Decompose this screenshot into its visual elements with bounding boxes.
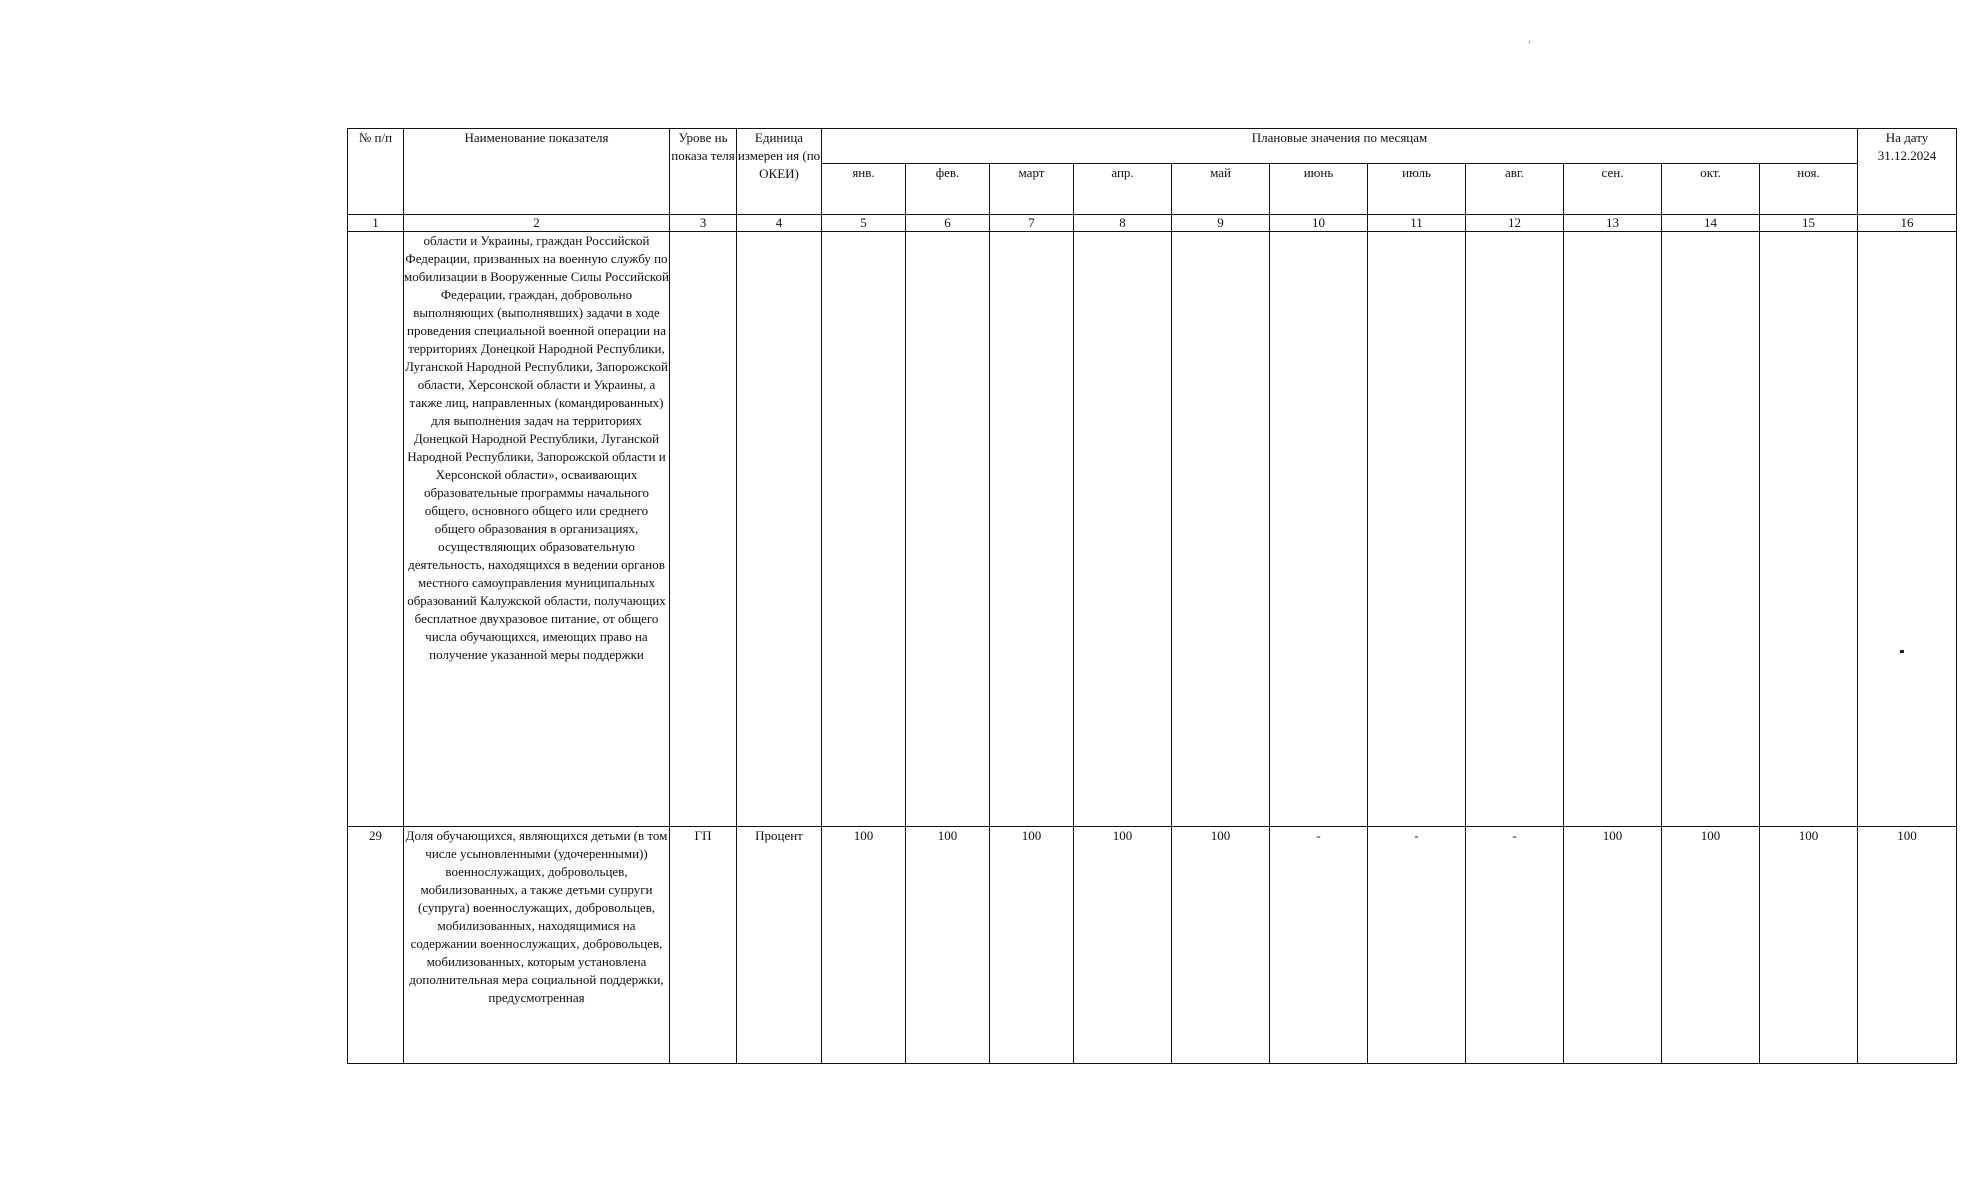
cell-month-value: 100 xyxy=(1662,827,1760,1064)
cell-final-value: 100 xyxy=(1858,827,1957,1064)
cell-month-value: 100 xyxy=(1564,827,1662,1064)
cell-month xyxy=(1270,232,1368,827)
column-number: 12 xyxy=(1466,215,1564,232)
corner-mark: ‘ xyxy=(1528,39,1531,49)
column-number: 7 xyxy=(990,215,1074,232)
column-number: 2 xyxy=(404,215,670,232)
cell-unit: Процент xyxy=(737,827,822,1064)
cell-month xyxy=(822,232,906,827)
cell-month-value: 100 xyxy=(906,827,990,1064)
column-number: 3 xyxy=(670,215,737,232)
column-number: 9 xyxy=(1172,215,1270,232)
header-unit: Единица измерен ия (по ОКЕИ) xyxy=(737,129,822,215)
cell-no xyxy=(348,232,404,827)
cell-month xyxy=(990,232,1074,827)
cell-level: ГП xyxy=(670,827,737,1064)
header-monthly-group: Плановые значения по месяцам xyxy=(822,129,1858,164)
header-month: июль xyxy=(1368,164,1466,215)
cell-month xyxy=(1172,232,1270,827)
column-number: 15 xyxy=(1760,215,1858,232)
header-month: апр. xyxy=(1074,164,1172,215)
cell-month xyxy=(1074,232,1172,827)
cell-level xyxy=(670,232,737,827)
cell-unit xyxy=(737,232,822,827)
column-number: 10 xyxy=(1270,215,1368,232)
table-row-29 xyxy=(348,827,1957,1064)
column-number: 13 xyxy=(1564,215,1662,232)
header-month: март xyxy=(990,164,1074,215)
header-month: июнь xyxy=(1270,164,1368,215)
header-month: окт. xyxy=(1662,164,1760,215)
header-month: фев. xyxy=(906,164,990,215)
header-month: авг. xyxy=(1466,164,1564,215)
cell-month-value: 100 xyxy=(990,827,1074,1064)
cell-month xyxy=(1564,232,1662,827)
header-row-1 xyxy=(348,129,1957,164)
indicator-name-cell xyxy=(404,827,670,1064)
header-final-date: На дату 31.12.2024 xyxy=(1858,129,1957,215)
column-number: 14 xyxy=(1662,215,1760,232)
indicator-name-cell xyxy=(404,232,670,827)
cell-month-value: - xyxy=(1466,827,1564,1064)
cell-final xyxy=(1858,232,1957,827)
header-month: сен. xyxy=(1564,164,1662,215)
header-name: Наименование показателя xyxy=(404,129,670,215)
header-no: № п/п xyxy=(348,129,404,215)
column-number: 11 xyxy=(1368,215,1466,232)
indicator-name: Доля обучающихся, являющихся детьми (в том числе усыновленными (удочеренными)) военнослужащих, добровольцев, мобилизованных, а также детьми супруги (супруга) военнослужащих, добровольцев, мобилизованных, находящимися на содержании военнослужащих, добровольцев, мобилизованных, которым установлена дополнительная мера социальной поддержки, предусмотренная xyxy=(405,828,668,1005)
column-number-row xyxy=(348,215,1957,232)
cell-month-value: - xyxy=(1270,827,1368,1064)
table-row-continued xyxy=(348,232,1957,827)
header-level: Урове нь показа теля xyxy=(670,129,737,215)
cell-month-value: 100 xyxy=(1760,827,1858,1064)
cell-month-value: - xyxy=(1368,827,1466,1064)
cell-month-value: 100 xyxy=(822,827,906,1064)
column-number: 1 xyxy=(348,215,404,232)
cell-month-value: 100 xyxy=(1074,827,1172,1064)
column-number: 8 xyxy=(1074,215,1172,232)
header-month: янв. xyxy=(822,164,906,215)
indicator-name-continued: области и Украины, граждан Российской Федерации, призванных на военную службу по мобилизации в Вооруженные Силы Российской Федерации, граждан, добровольно выполняющих (выполнявших) задачи в ходе проведения специальной военной операции на территориях Донецкой Народной Республики, Луганской Народной Республики, Запорожской области, Херсонской области и Украины, а также лиц, направленных (командированных) для выполнения задач на территориях Донецкой Народной Республики, Луганской Народной Республики, Запорожской области и Херсонской области», осваивающих образовательные программы начального общего, основного общего или среднего общего образования в организациях, осуществляющих образовательную деятельность, находящихся в ведении органов местного самоуправления муниципальных образований Калужской области, получающих бесплатное двухразовое питание, от общего числа обучающихся, имеющих право на получение указанной меры поддержки xyxy=(404,233,669,662)
plan-values-table xyxy=(347,128,1957,1064)
header-month: май xyxy=(1172,164,1270,215)
header-month: ноя. xyxy=(1760,164,1858,215)
stray-mark xyxy=(1900,650,1904,653)
column-number: 5 xyxy=(822,215,906,232)
cell-month xyxy=(1368,232,1466,827)
cell-no: 29 xyxy=(348,827,404,1064)
column-number: 16 xyxy=(1858,215,1957,232)
column-number: 6 xyxy=(906,215,990,232)
column-number: 4 xyxy=(737,215,822,232)
cell-month xyxy=(1466,232,1564,827)
cell-month-value: 100 xyxy=(1172,827,1270,1064)
cell-month xyxy=(1760,232,1858,827)
cell-month xyxy=(906,232,990,827)
cell-month xyxy=(1662,232,1760,827)
